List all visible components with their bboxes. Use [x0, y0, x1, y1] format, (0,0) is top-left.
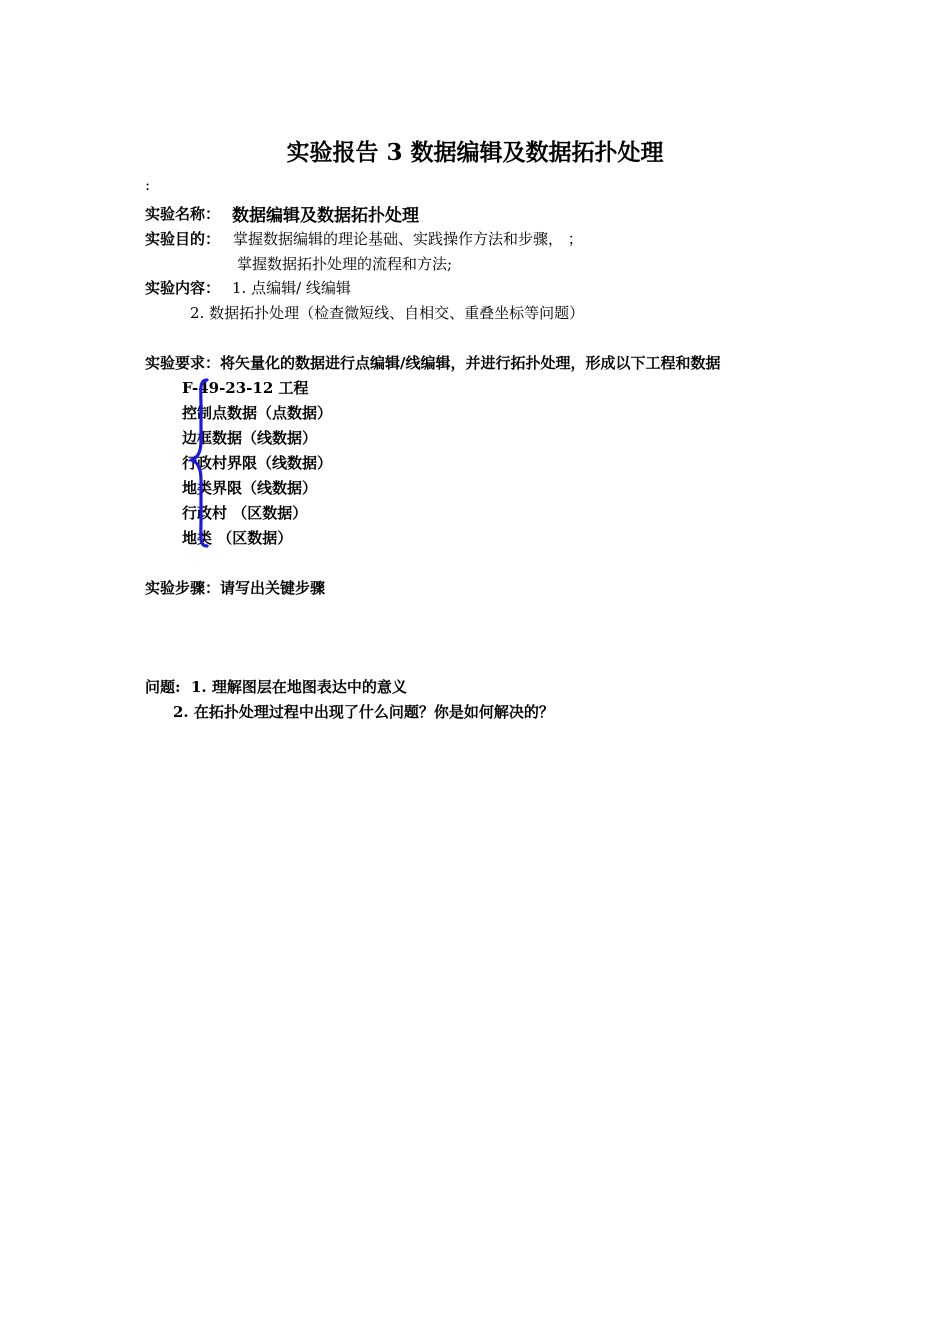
requirement-item: 行政村界限（线数据） — [182, 454, 333, 472]
purpose-label: 实验目的： — [145, 230, 221, 248]
requirement-item: 地类 （区数据） — [182, 529, 293, 547]
page-title: 实验报告 3 数据编辑及数据拓扑处理 — [286, 139, 664, 166]
experiment-name-label: 实验名称： — [145, 205, 221, 223]
colon-mark: : — [145, 176, 151, 194]
content-line-2: 2. 数据拓扑处理（检查微短线、自相交、重叠坐标等问题） — [190, 304, 585, 322]
experiment-name-value: 数据编辑及数据拓扑处理 — [232, 206, 419, 226]
content-line-1: 1. 点编辑/ 线编辑 — [232, 279, 351, 297]
purpose-line-2: 掌握数据拓扑处理的流程和方法; — [237, 255, 453, 273]
question-1: 1. 理解图层在地图表达中的意义 — [191, 678, 407, 696]
requirement-item: 地类界限（线数据） — [182, 479, 318, 497]
questions-label: 问题: — [145, 678, 181, 696]
requirement-item: 边框数据（线数据） — [182, 429, 318, 447]
content-label: 实验内容： — [145, 279, 221, 297]
requirement-item: 行政村 （区数据） — [182, 504, 308, 522]
requirement-item: F-49-23-12 工程 — [182, 379, 309, 397]
purpose-line-1: 掌握数据编辑的理论基础、实践操作方法和步骤， ； — [233, 230, 583, 248]
left-brace-icon — [188, 378, 218, 548]
steps-text: 实验步骤：请写出关键步骤 — [145, 579, 326, 597]
requirement-text: 实验要求：将矢量化的数据进行点编辑/线编辑，并进行拓扑处理，形成以下工程和数据 — [145, 354, 721, 372]
question-2: 2. 在拓扑处理过程中出现了什么问题？你是如何解决的？ — [173, 703, 554, 721]
requirement-item: 控制点数据（点数据） — [182, 404, 333, 422]
